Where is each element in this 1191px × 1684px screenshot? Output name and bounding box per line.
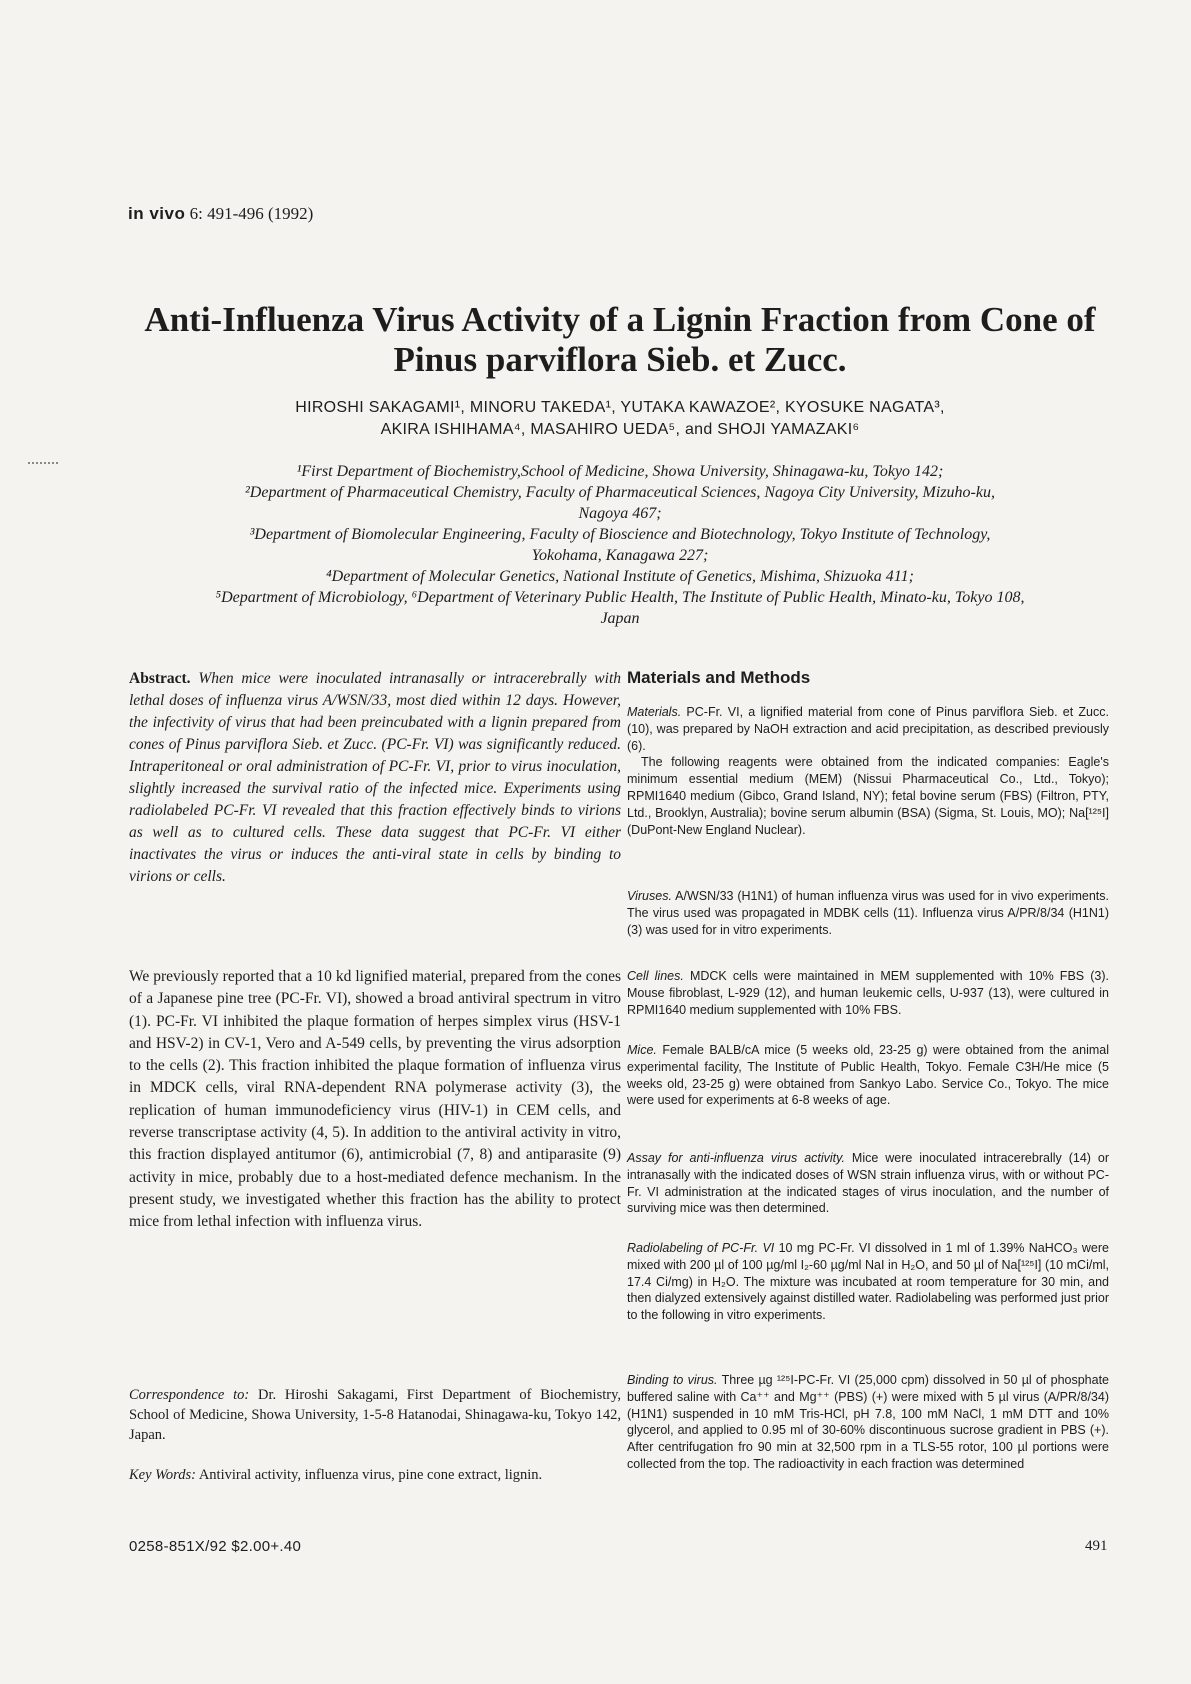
assay-section (627, 1150, 1109, 1217)
section-heading: Materials and Methods (627, 668, 811, 687)
introduction (129, 966, 621, 1234)
affiliation-line: Yokohama, Kanagawa 227; (531, 547, 709, 564)
correspondence (129, 1385, 621, 1445)
margin-mark (28, 462, 58, 464)
materials-label: Materials. (627, 705, 682, 719)
affiliations (120, 461, 1120, 629)
author-list (150, 397, 1090, 441)
radiolabeling-label: Radiolabeling of PC-Fr. VI (627, 1241, 775, 1255)
affiliation-line: ²Department of Pharmaceutical Chemistry, Faculty of Pharmaceutical Sciences, Nagoya City University, Mizuho-ku, (245, 484, 995, 501)
affiliation-line: ⁴Department of Molecular Genetics, National Institute of Genetics, Mishima, Shizuoka 411; (326, 568, 914, 585)
journal-name: in vivo (128, 204, 186, 223)
affiliation-line: ⁵Department of Microbiology, ⁶Department of Veterinary Public Health, The Institute of Public Health, Minato-ku, Tokyo 108, (215, 589, 1025, 606)
authors-line: AKIRA ISHIHAMA⁴, MASAHIRO UEDA⁵, and SHOJI YAMAZAKI⁶ (380, 421, 860, 438)
binding-section (627, 1372, 1109, 1473)
title-line: Anti-Influenza Virus Activity of a Lignin Fraction from Cone of (144, 300, 1096, 339)
cell-lines-section (627, 968, 1109, 1018)
citation-text: 6: 491-496 (1992) (189, 204, 314, 223)
paper-title (100, 300, 1140, 380)
viruses-text: A/WSN/33 (H1N1) of human influenza virus was used for in vivo experiments. The virus used was propagated in MDBK cells (11). Influenza virus A/PR/8/34 (H1N1)(3) was used for in vitro experiments. (627, 889, 1109, 937)
radiolabeling-section (627, 1240, 1109, 1324)
abstract (129, 668, 621, 888)
mice-label: Mice. (627, 1043, 657, 1057)
materials-text: PC-Fr. VI, a lignified material from cone of Pinus parviflora Sieb. et Zucc. (10), was prepared by NaOH extraction and acid precipitation, as described previously (6). (627, 705, 1109, 753)
viruses-label: Viruses. (627, 889, 672, 903)
correspondence-label: Correspondence to: (129, 1387, 250, 1403)
intro-paragraph: We previously reported that a 10 kd lignified material, prepared from the cones of a Japanese pine tree (PC-Fr. VI), showed a broad antiviral spectrum in vitro (1). PC-Fr. VI inhibited the plaque formation of herpes simplex virus (HSV-1 and HSV-2) in CV-1, Vero and A-549 cells, by preventing the virus adsorption to the cells (2). This fraction inhibited the plaque formation of influenza virus in MDCK cells, viral RNA-dependent RNA polymerase activity (3), the replication of human immunodeficiency virus (HIV-1) in CEM cells, and reverse transcriptase activity (4, 5). In addition to the antiviral activity in vitro, this fraction displayed antitumor (6), antimicrobial (7, 8) and antiparasite (9) activity in mice, probably due to a host-mediated defence mechanism. In the present study, we investigated whether this fraction has the ability to protect mice from lethal infection with influenza virus. (129, 968, 621, 1231)
authors-line: HIROSHI SAKAGAMI¹, MINORU TAKEDA¹, YUTAKA KAWAZOE², KYOSUKE NAGATA³, (295, 399, 945, 416)
binding-text: Three µg ¹²⁵I-PC-Fr. VI (25,000 cpm) dissolved in 50 µl of phosphate buffered saline with Ca⁺⁺ and Mg⁺⁺ (PBS) (+) were mixed with 5 µl virus (A/PR/8/34) (H1N1) suspended in 10 mM Tris-HCl, pH 7.8, 100 mM NaCl, 1 mM DTT and 10% glycerol, and applied to 0.95 ml of 30-60% discontinuous sucrose gradient in PBS (+). After centrifugation fro 90 min at 32,500 rpm in a TLS-55 rotor, 100 µl portions were collected from the top. The radioactivity in each fraction was determined (627, 1373, 1110, 1471)
abstract-text: When mice were inoculated intranasally or intracerebrally with lethal doses of influenza virus A/WSN/33, most died within 12 days. However, the infectivity of virus that had been preincubated with a lignin prepared from cones of Pinus parviflora Sieb. et Zucc. (PC-Fr. VI) was significantly reduced. Intraperitoneal or oral administration of PC-Fr. VI, prior to virus inoculation, slightly increased the survival ratio of the infected mice. Experiments using radiolabeled PC-Fr. VI revealed that this fraction effectively binds to virions as well as to cultured cells. These data suggest that PC-Fr. VI either inactivates the virus or induces the anti-viral state in cells by binding to virions or cells. (129, 670, 621, 885)
affiliation-line: ¹First Department of Biochemistry,School of Medicine, Showa University, Shinagawa-ku, Tokyo 142; (296, 463, 944, 480)
journal-citation (128, 204, 313, 224)
mice-section (627, 1042, 1109, 1109)
reagents-text: The following reagents were obtained from the indicated companies: Eagle's minimum essential medium (MEM) (Nissui Pharmaceutical Co., Ltd., Tokyo); RPMI1640 medium (Gibco, Grand Island, NY); fetal bovine serum (FBS) (Filtron, PTY, Ltd., Brooklyn, Australia); bovine serum albumin (BSA) (Sigma, St. Louis, MO); Na[¹²⁵I] (DuPont-New England Nuclear). (627, 755, 1109, 837)
assay-label: Assay for anti-influenza virus activity. (627, 1151, 845, 1165)
abstract-lead: Abstract. (129, 670, 191, 687)
footer-code: 0258-851X/92 $2.00+.40 (129, 1538, 302, 1555)
affiliation-line: Nagoya 467; (578, 505, 662, 522)
correspondence-text: Dr. Hiroshi Sakagami, First Department of Biochemistry, School of Medicine, Showa University, 1-5-8 Hatanodai, Shinagawa-ku, Tokyo 142, Japan. (129, 1387, 622, 1443)
title-line: Pinus parviflora Sieb. et Zucc. (393, 340, 847, 379)
keywords (129, 1465, 621, 1485)
affiliation-line: ³Department of Biomolecular Engineering, Faculty of Bioscience and Biotechnology, Tokyo Institute of Technology, (249, 526, 991, 543)
radiolabeling-text: 10 mg PC-Fr. VI dissolved in 1 ml of 1.39% NaHCO₃ were mixed with 200 µl of 100 µg/ml I₂-60 µg/ml NaI in H₂O, and 50 µl of Na[¹²⁵I] (10 mCi/ml, 17.4 Ci/mg) in H₂O. The mixture was incubated at room temperature for 30 min, and then dialyzed extensively against distilled water. Radiolabeling was performed just prior to the following in vitro experiments. (627, 1241, 1109, 1323)
keywords-text: Antiviral activity, influenza virus, pine cone extract, lignin. (198, 1467, 543, 1483)
cell-lines-text: MDCK cells were maintained in MEM supplemented with 10% FBS (3). Mouse fibroblast, L-929 (12), and human leukemic cells, U-937 (13), were cultured in RPMI1640 medium supplemented with 10% FBS. (627, 969, 1109, 1017)
assay-text: Mice were inoculated intracerebrally (14) or intranasally with the indicated doses of WSN strain influenza virus, with or without PC-Fr. VI administration at the indicated stages of virus inoculation, and the number of surviving mice was then determined. (627, 1151, 1109, 1216)
affiliation-line: Japan (600, 610, 640, 627)
mice-text: Female BALB/cA mice (5 weeks old, 23-25 g) were obtained from the animal experimental facility, The Institute of Public Health, Tokyo. Female C3H/He mice (5 weeks old, 23-25 g) were obtained from Sankyo Labo. Service Co., Tokyo. The mice were used for experiments at 6-8 weeks of age. (627, 1043, 1109, 1108)
keywords-label: Key Words: (129, 1467, 196, 1483)
materials-section (627, 704, 1109, 838)
viruses-section (627, 888, 1109, 938)
page-number: 491 (1085, 1538, 1108, 1554)
binding-label: Binding to virus. (627, 1373, 718, 1387)
cell-lines-label: Cell lines. (627, 969, 684, 983)
